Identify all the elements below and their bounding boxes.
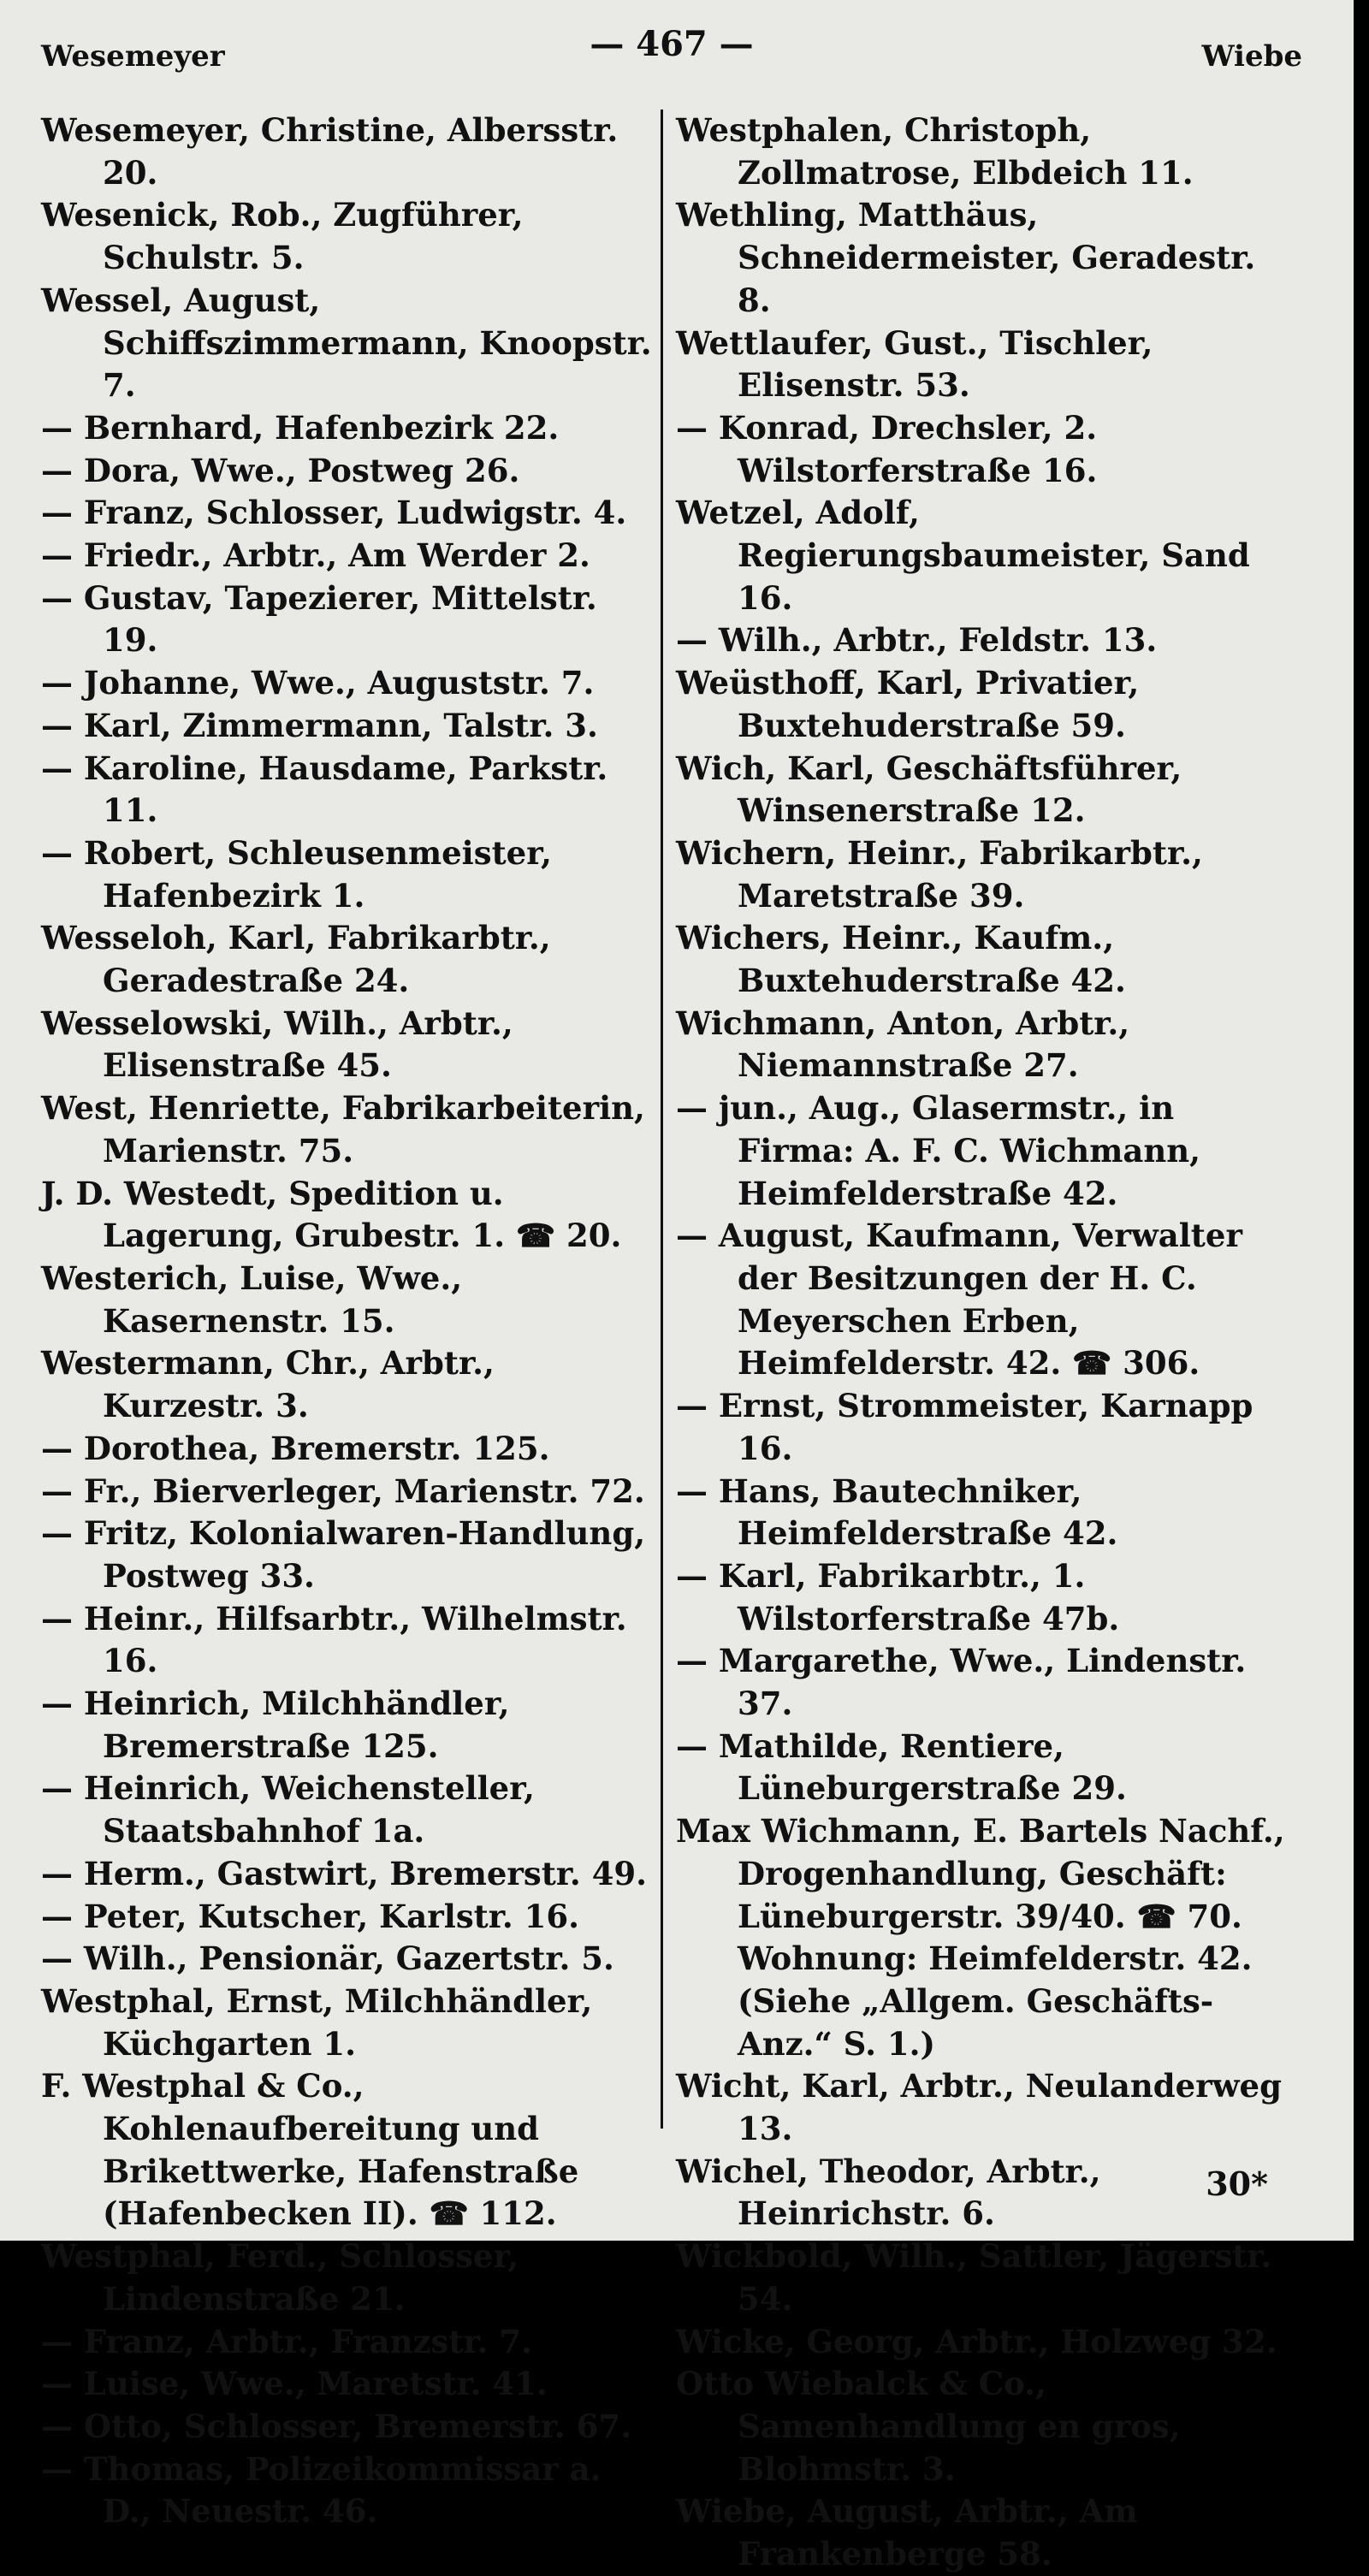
directory-entry: — Dorothea, Bremerstr. 125. (41, 1429, 550, 1467)
directory-entry: Wesenick, Rob., Zugführer, Schulstr. 5. (41, 196, 524, 277)
directory-entry: — Heinrich, Milchhändler, Bremerstraße 125. (41, 1685, 510, 1765)
directory-entry: — Fritz, Kolonialwaren-Handlung, Postweg 33. (41, 1514, 646, 1595)
signature-mark: 30* (1206, 2164, 1268, 2203)
directory-entry: — Thomas, Polizeikommissar a. D., Neuestr. 46. (41, 2449, 602, 2531)
directory-entry: — Heinrich, Weichensteller, Staatsbahnhof 1a. (41, 1769, 535, 1851)
directory-entry: Wichel, Theodor, Arbtr., Heinrichstr. 6. (676, 2152, 1101, 2233)
directory-entry: — Robert, Schleusenmeister, Hafenbezirk 1. (41, 833, 552, 915)
directory-entry: — Franz, Schlosser, Ludwigstr. 4. (41, 494, 627, 532)
directory-entry: — Johanne, Wwe., Auguststr. 7. (41, 664, 595, 702)
directory-entry: — Bernhard, Hafenbezirk 22. (41, 408, 560, 447)
directory-entry: Westphal, Ferd., Schlosser, Lindenstraße 21. (41, 2237, 519, 2318)
directory-entry: Wiebe, August, Arbtr., Am Frankenberge 58. (676, 2492, 1138, 2573)
directory-entry: — Fr., Bierverleger, Marienstr. 72. (41, 1472, 645, 1510)
page-header (41, 24, 1302, 75)
directory-entry: Wicke, Georg, Arbtr., Holzweg 32. (676, 2322, 1277, 2360)
directory-entry: Westermann, Chr., Arbtr., Kurzestr. 3. (41, 1344, 495, 1425)
directory-entry: Wichern, Heinr., Fabrikarbtr., Maretstraße 39. (676, 833, 1203, 915)
directory-entry: — Ernst, Strommeister, Karnapp 16. (676, 1387, 1253, 1467)
directory-entry: — Konrad, Drechsler, 2. Wilstorferstraße 16. (676, 408, 1098, 489)
directory-entry: Wesemeyer, Christine, Albersstr. 20. (41, 111, 619, 192)
directory-entry: Westphal, Ernst, Milchhändler, Küchgarten 1. (41, 1981, 593, 2063)
directory-entry: Wichmann, Anton, Arbtr., Niemannstraße 27. (676, 1004, 1130, 1085)
header-left-keyword: Wesemeyer (41, 39, 225, 74)
directory-entry: Westphalen, Christoph, Zollmatrose, Elbdeich 11. (676, 111, 1194, 192)
directory-entry: — Mathilde, Rentiere, Lüneburgerstraße 29. (676, 1726, 1127, 1808)
directory-entry: Wettlaufer, Gust., Tischler, Elisenstr. 53. (676, 323, 1153, 405)
directory-entry: — Karl, Zimmermann, Talstr. 3. (41, 706, 598, 744)
left-column (41, 110, 657, 2533)
directory-entry: Max Wichmann, E. Bartels Nachf., Drogenhandlung, Geschäft: Lüneburgerstr. 39/40. ☎ 70. Wohnung: Heimfelderstr. 42. (Siehe „Allgem. Geschäfts-Anz.“ S. 1.) (676, 1812, 1285, 2063)
directory-entry: Wessel, August, Schiffszimmermann, Knoopstr. 7. (41, 281, 652, 405)
directory-entry: Otto Wiebalck & Co., Samenhandlung en gros, Blohmstr. 3. (676, 2365, 1181, 2488)
directory-entry: — Heinr., Hilfsarbtr., Wilhelmstr. 16. (41, 1599, 627, 1680)
directory-entry: — Karoline, Hausdame, Parkstr. 11. (41, 749, 608, 830)
header-right-keyword: Wiebe (1201, 39, 1302, 74)
directory-entry: Westerich, Luise, Wwe., Kasernenstr. 15. (41, 1258, 463, 1340)
directory-entry: — jun., Aug., Glasermstr., in Firma: A. F. C. Wichmann, Heimfelderstraße 42. (676, 1089, 1201, 1212)
directory-entry: — Friedr., Arbtr., Am Werder 2. (41, 536, 590, 575)
directory-entry: Wesseloh, Karl, Fabrikarbtr., Geradestraße 24. (41, 919, 551, 1000)
directory-entry: — Franz, Arbtr., Franzstr. 7. (41, 2322, 532, 2360)
right-column (676, 110, 1292, 2576)
directory-entry: — Herm., Gastwirt, Bremerstr. 49. (41, 1854, 648, 1892)
directory-entry: Wetzel, Adolf, Regierungsbaumeister, Sand 16. (676, 494, 1250, 617)
directory-entry: Weüsthoff, Karl, Privatier, Buxtehuderstraße 59. (676, 664, 1140, 744)
column-divider (661, 110, 663, 2129)
directory-entry: — Gustav, Tapezierer, Mittelstr. 19. (41, 578, 597, 660)
directory-entry: Wichers, Heinr., Kaufm., Buxtehuderstraße 42. (676, 919, 1126, 1000)
directory-entry: — Peter, Kutscher, Karlstr. 16. (41, 1897, 579, 1935)
directory-entry: — Karl, Fabrikarbtr., 1. Wilstorferstraße 47b. (676, 1556, 1120, 1637)
directory-entry: — Luise, Wwe., Maretstr. 41. (41, 2365, 548, 2403)
directory-entry: Wich, Karl, Geschäftsführer, Winsenerstraße 12. (676, 749, 1182, 830)
directory-entry: Wicht, Karl, Arbtr., Neulanderweg 13. (676, 2067, 1282, 2148)
directory-entry: — Hans, Bautechniker, Heimfelderstraße 42. (676, 1472, 1118, 1553)
directory-entry: — Margarethe, Wwe., Lindenstr. 37. (676, 1642, 1247, 1723)
directory-entry: — Wilh., Pensionär, Gazertstr. 5. (41, 1939, 614, 1978)
directory-entry: — Wilh., Arbtr., Feldstr. 13. (676, 621, 1158, 660)
directory-entry: Wickbold, Wilh., Sattler, Jägerstr. 54. (676, 2237, 1272, 2318)
directory-entry: West, Henriette, Fabrikarbeiterin, Marienstr. 75. (41, 1089, 645, 1170)
directory-entry: — August, Kaufmann, Verwalter der Besitzungen der H. C. Meyerschen Erben, Heimfelderstr. 42. ☎ 306. (676, 1217, 1242, 1383)
directory-entry: J. D. Westedt, Spedition u. Lagerung, Grubestr. 1. ☎ 20. (41, 1174, 622, 1255)
directory-entry: — Dora, Wwe., Postweg 26. (41, 451, 520, 489)
directory-entry: F. Westphal & Co., Kohlenaufbereitung und Brikettwerke, Hafenstraße (Hafenbecken II). ☎ 112. (41, 2067, 579, 2233)
page-number: — 467 — (590, 24, 754, 64)
directory-entry: Wesselowski, Wilh., Arbtr., Elisenstraße 45. (41, 1004, 513, 1085)
directory-entry: Wethling, Matthäus, Schneidermeister, Geradestr. 8. (676, 196, 1256, 319)
directory-entry: — Otto, Schlosser, Bremerstr. 67. (41, 2407, 632, 2445)
